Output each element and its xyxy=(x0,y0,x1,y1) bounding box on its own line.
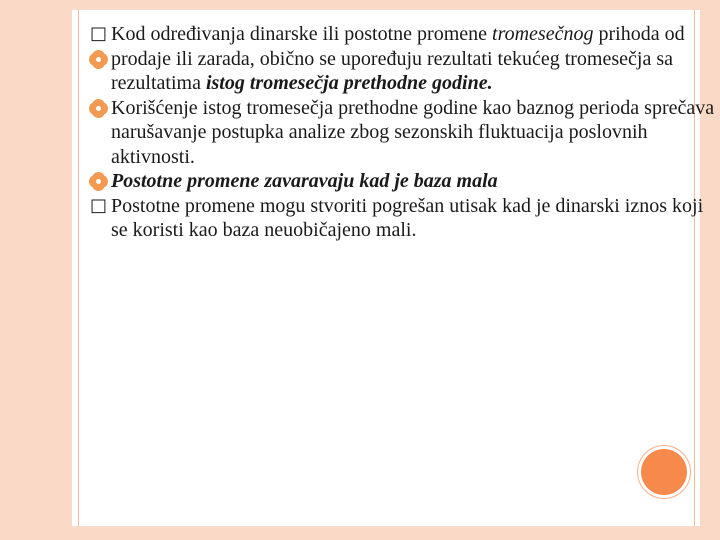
sub-bullet-3-emphasis: Postotne promene zavaravaju kad je baza mala xyxy=(111,170,498,192)
bullet-paragraph-1 xyxy=(90,22,716,47)
slide-frame-bottom xyxy=(72,526,700,540)
sub-bullet-1 xyxy=(90,47,716,96)
sub-bullet-2-text: Korišćenje istog tromesečja prethodne godine kao baznog perioda sprečava narušavanje postupka analize zbog sezonskih fluktuacija poslovnih aktivnosti. xyxy=(111,96,715,168)
missing-glyph-box-icon: □ xyxy=(90,194,108,216)
slide-frame-left xyxy=(0,0,72,540)
slide-inner-rule-left xyxy=(78,10,79,526)
paragraph-1-tail: prihoda od xyxy=(593,23,685,45)
sub-bullet-3 xyxy=(90,169,716,194)
paragraph-2-text: Postotne promene mogu stvoriti pogrešan utisak kad je dinarski iznos koji se koristi kao baza neuobičajeno mali. xyxy=(111,194,704,241)
sub-bullet-2 xyxy=(90,96,716,170)
sub-bullet-1-emphasis: istog tromesečja prethodne godine. xyxy=(205,72,493,94)
slide-frame-top xyxy=(72,0,700,10)
sub-bullet-1-text: prodaje ili zarada, obično se upoređuju rezultati tekućeg tromesečja sa rezultatima xyxy=(111,47,673,94)
paragraph-1-text: Kod određivanja dinarske ili postotne promene xyxy=(111,23,493,45)
gear-icon xyxy=(91,101,106,116)
missing-glyph-box-icon: □ xyxy=(90,23,108,44)
paragraph-1-italic: tromesečnog xyxy=(492,23,594,45)
bullet-paragraph-2 xyxy=(90,194,716,243)
orange-circle-decoration xyxy=(641,449,687,495)
gear-icon xyxy=(91,174,106,189)
gear-icon xyxy=(91,52,106,67)
slide-body xyxy=(90,22,716,243)
